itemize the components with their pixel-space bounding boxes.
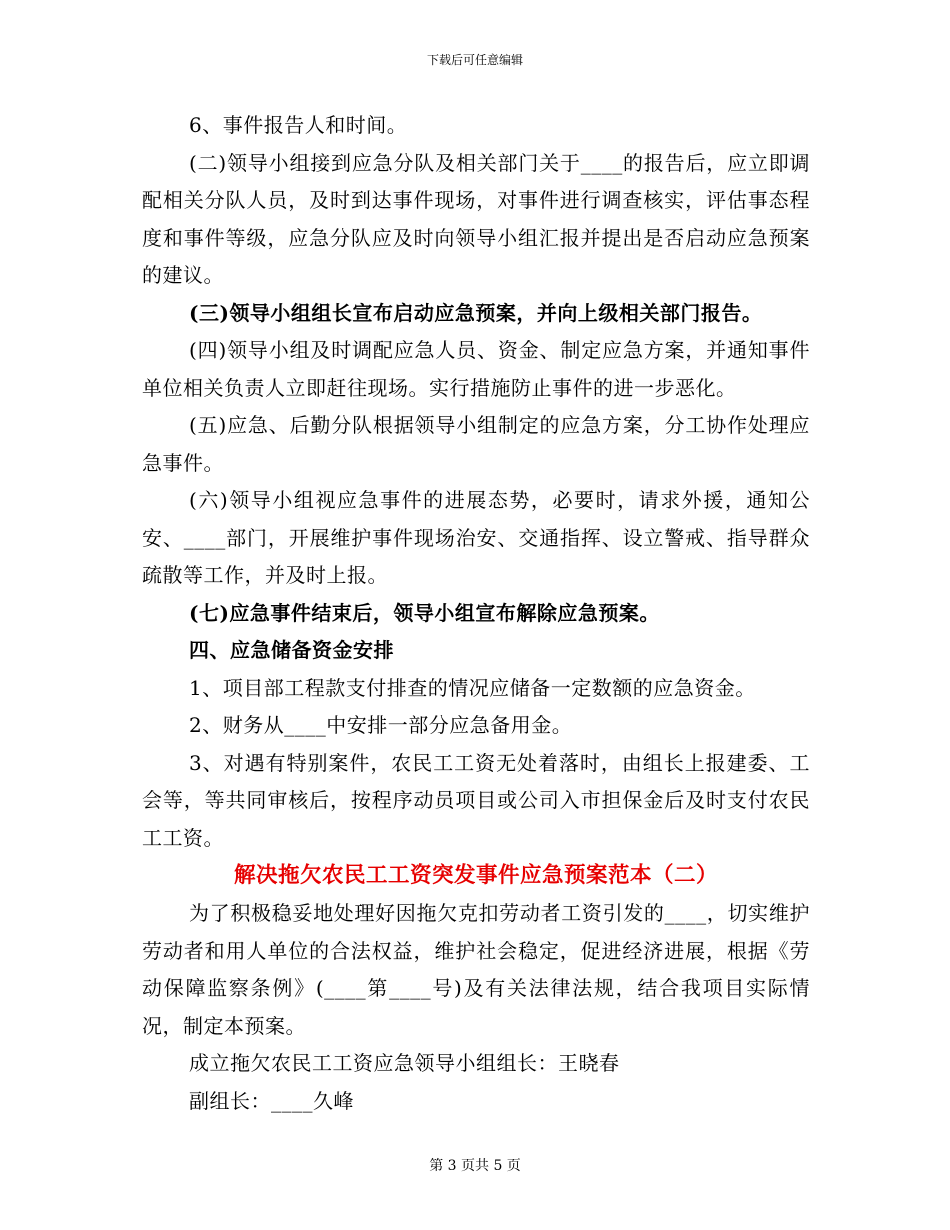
paragraph-fund-2: 2、财务从____中安排一部分应急备用金。 [189, 713, 573, 737]
page-number: 第 3 页共 5 页 [429, 1158, 521, 1174]
paragraph-step-7: (七)应急事件结束后，领导小组宣布解除应急预案。 [189, 600, 660, 625]
paragraph-step-2: (二)领导小组接到应急分队及相关部门关于____的报告后，应立即调配相关分队人员，及时到达事件现场，对事件进行调查核实，评估事态程度和事件等级，应急分队应及时向领导小组汇报并提出是否启动应急预案的建议。 [142, 150, 810, 287]
paragraph-deputy-leader: 副组长：____久峰 [189, 1088, 354, 1113]
paragraph-fund-1: 1、项目部工程款支付排查的情况应储备一定数额的应急资金。 [189, 675, 756, 700]
paragraph-step-5: (五)应急、后勤分队根据领导小组制定的应急方案，分工协作处理应急事件。 [142, 413, 810, 475]
paragraph-step-4: (四)领导小组及时调配应急人员、资金、制定应急方案，并通知事件单位相关负责人立即赶往现场。实行措施防止事件的进一步恶化。 [142, 338, 810, 400]
paragraph-fund-3: 3、对遇有特别案件，农民工工资无处着落时，由组长上报建委、工会等，等共同审核后，按程序动员项目或公司入市担保金后及时支付农民工工资。 [142, 750, 810, 850]
paragraph-intro: 为了积极稳妥地处理好因拖欠克扣劳动者工资引发的____，切实维护劳动者和用人单位的合法权益，维护社会稳定，促进经济进展，根据《劳动保障监察条例》(____第____号)及有关法律法规，结合我项目实际情况，制定本预案。 [142, 901, 810, 1038]
paragraph-step-6: (六)领导小组视应急事件的进展态势，必要时，请求外援，通知公安、____部门，开展维护事件现场治安、交通指挥、设立警戒、指导群众疏散等工作，并及时上报。 [142, 488, 810, 587]
paragraph-team-leader: 成立拖欠农民工工资应急领导小组组长：王晓春 [189, 1051, 620, 1075]
document-body [142, 107, 810, 1120]
paragraph-reporter-time: 6、事件报告人和时间。 [189, 113, 408, 137]
section-title: 解决拖欠农民工工资突发事件应急预案范本（二） [233, 863, 718, 888]
section-heading-reserve-funds: 四、应急储备资金安排 [189, 638, 394, 662]
page-header-note: 下载后可任意编辑 [426, 53, 523, 67]
paragraph-step-3: (三)领导小组组长宣布启动应急预案，并向上级相关部门报告。 [189, 300, 763, 325]
